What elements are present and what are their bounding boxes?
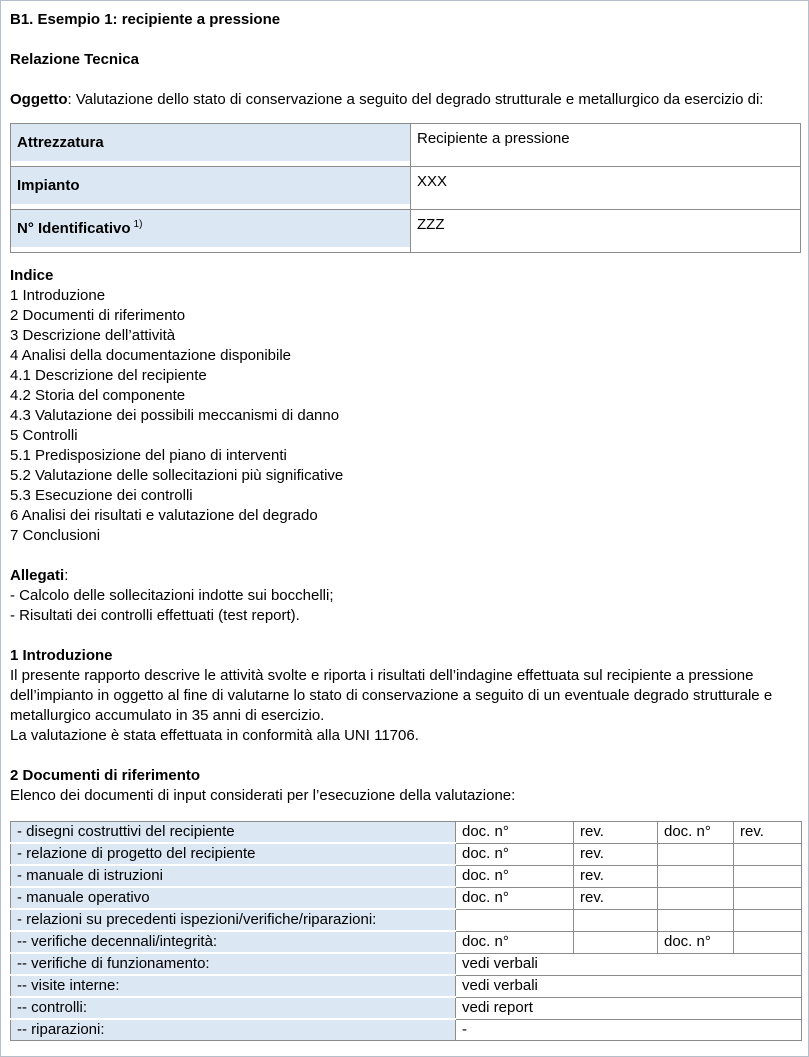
doc-cell	[658, 887, 734, 909]
table-row	[11, 210, 801, 253]
allegati-heading-text: Allegati	[10, 567, 65, 584]
spacer	[10, 70, 800, 90]
doc-cell: doc. n°	[456, 887, 574, 909]
allegati-section	[10, 566, 800, 626]
indice-item: 4.3 Valutazione dei possibili meccanismi di danno	[10, 407, 340, 424]
label-text: Attrezzatura	[17, 134, 104, 151]
doc-cell: rev.	[574, 843, 658, 865]
doc-cell	[734, 843, 802, 865]
allegati-item: - Calcolo delle sollecitazioni indotte sui bocchelli;	[10, 587, 334, 604]
documenti-section	[10, 766, 800, 806]
table-row	[11, 822, 802, 844]
indice-heading: Indice	[10, 267, 54, 284]
indice-item: 5.2 Valutazione delle sollecitazioni più significative	[10, 467, 344, 484]
allegati-item: - Risultati dei controlli effettuati (test report).	[10, 607, 300, 624]
allegati-heading-suffix: :	[64, 567, 69, 584]
introduzione-paragraph: La valutazione è stata effettuata in conformità alla UNI 11706.	[10, 727, 419, 744]
indice-item: 4.1 Descrizione del recipiente	[10, 367, 207, 384]
table-row	[11, 865, 802, 887]
table-row	[11, 909, 802, 931]
doc-row-label: - relazione di progetto del recipiente	[11, 843, 456, 865]
spacer	[10, 30, 800, 50]
equipment-table	[10, 123, 801, 253]
doc-row-label: -- riparazioni:	[11, 1019, 456, 1041]
equipment-row-label	[11, 124, 411, 167]
doc-cell	[734, 909, 802, 931]
table-row	[11, 124, 801, 167]
doc-cell-span: vedi report	[456, 997, 802, 1019]
doc-cell-span: vedi verbali	[456, 975, 802, 997]
doc-cell: doc. n°	[658, 931, 734, 953]
oggetto-label: Oggetto	[10, 91, 68, 108]
doc-cell: doc. n°	[456, 843, 574, 865]
introduzione-section	[10, 646, 800, 746]
doc-cell: rev.	[574, 865, 658, 887]
report-type-heading: Relazione Tecnica	[10, 51, 139, 68]
table-row	[11, 843, 802, 865]
introduzione-paragraph: Il presente rapporto descrive le attività svolte e riporta i risultati dell’indagine effettuata sul recipiente a pressione dell’impianto in oggetto al fine di valutarne lo stato di conservazione a seguito di un eventuale degrado strutturale e metallurgico accumulato in 35 anni di esercizio.	[10, 667, 773, 724]
allegati-heading	[10, 566, 800, 586]
doc-cell: rev.	[574, 887, 658, 909]
table-row	[11, 887, 802, 909]
doc-cell	[658, 865, 734, 887]
doc-cell	[734, 931, 802, 953]
table-row	[11, 997, 802, 1019]
footnote-marker: 1)	[133, 219, 143, 230]
documenti-intro: Elenco dei documenti di input considerati per l’esecuzione della valutazione:	[10, 787, 516, 804]
documents-table	[10, 821, 802, 1041]
table-row	[11, 931, 802, 953]
introduzione-heading: 1 Introduzione	[10, 647, 113, 664]
doc-cell: rev.	[574, 822, 658, 844]
doc-cell: rev.	[734, 822, 802, 844]
doc-cell: doc. n°	[456, 822, 574, 844]
doc-cell: doc. n°	[658, 822, 734, 844]
label-text: N° Identificativo	[17, 220, 131, 237]
doc-row-label: -- verifiche di funzionamento:	[11, 953, 456, 975]
doc-cell: doc. n°	[456, 931, 574, 953]
indice-item: 5.1 Predisposizione del piano di interventi	[10, 447, 287, 464]
equipment-row-label	[11, 167, 411, 210]
doc-row-label: -- visite interne:	[11, 975, 456, 997]
table-row	[11, 975, 802, 997]
table-row	[11, 953, 802, 975]
equipment-row-value: Recipiente a pressione	[411, 124, 801, 167]
doc-cell-span: -	[456, 1019, 802, 1041]
doc-row-label: - disegni costruttivi del recipiente	[11, 822, 456, 844]
oggetto-text: : Valutazione dello stato di conservazione a seguito del degrado strutturale e metallurgico da esercizio di:	[67, 91, 764, 108]
doc-row-label: -- controlli:	[11, 997, 456, 1019]
indice-item: 3 Descrizione dell’attività	[10, 327, 176, 344]
oggetto-paragraph	[10, 90, 800, 110]
indice-item: 2 Documenti di riferimento	[10, 307, 186, 324]
equipment-row-value: XXX	[411, 167, 801, 210]
indice-item: 4.2 Storia del componente	[10, 387, 186, 404]
doc-cell	[456, 909, 574, 931]
doc-row-label: -- verifiche decennali/integrità:	[11, 931, 456, 953]
doc-row-label: - manuale operativo	[11, 887, 456, 909]
indice-item: 5 Controlli	[10, 427, 78, 444]
indice-item: 4 Analisi della documentazione disponibile	[10, 347, 292, 364]
indice-item: 5.3 Esecuzione dei controlli	[10, 487, 193, 504]
doc-cell: doc. n°	[456, 865, 574, 887]
doc-cell	[658, 909, 734, 931]
equipment-row-value: ZZZ	[411, 210, 801, 253]
indice-item: 6 Analisi dei risultati e valutazione del degrado	[10, 507, 318, 524]
doc-cell	[734, 887, 802, 909]
equipment-row-label	[11, 210, 411, 253]
documenti-heading: 2 Documenti di riferimento	[10, 767, 201, 784]
doc-cell	[574, 931, 658, 953]
doc-row-label: - relazioni su precedenti ispezioni/verifiche/riparazioni:	[11, 909, 456, 931]
doc-cell	[734, 865, 802, 887]
indice-item: 7 Conclusioni	[10, 527, 101, 544]
indice-item: 1 Introduzione	[10, 287, 106, 304]
doc-cell	[574, 909, 658, 931]
page-title: B1. Esempio 1: recipiente a pressione	[10, 11, 281, 28]
table-row	[11, 167, 801, 210]
doc-cell-span: vedi verbali	[456, 953, 802, 975]
indice-section	[10, 266, 800, 546]
table-row	[11, 1019, 802, 1041]
label-text: Impianto	[17, 177, 80, 194]
doc-cell	[658, 843, 734, 865]
doc-row-label: - manuale di istruzioni	[11, 865, 456, 887]
